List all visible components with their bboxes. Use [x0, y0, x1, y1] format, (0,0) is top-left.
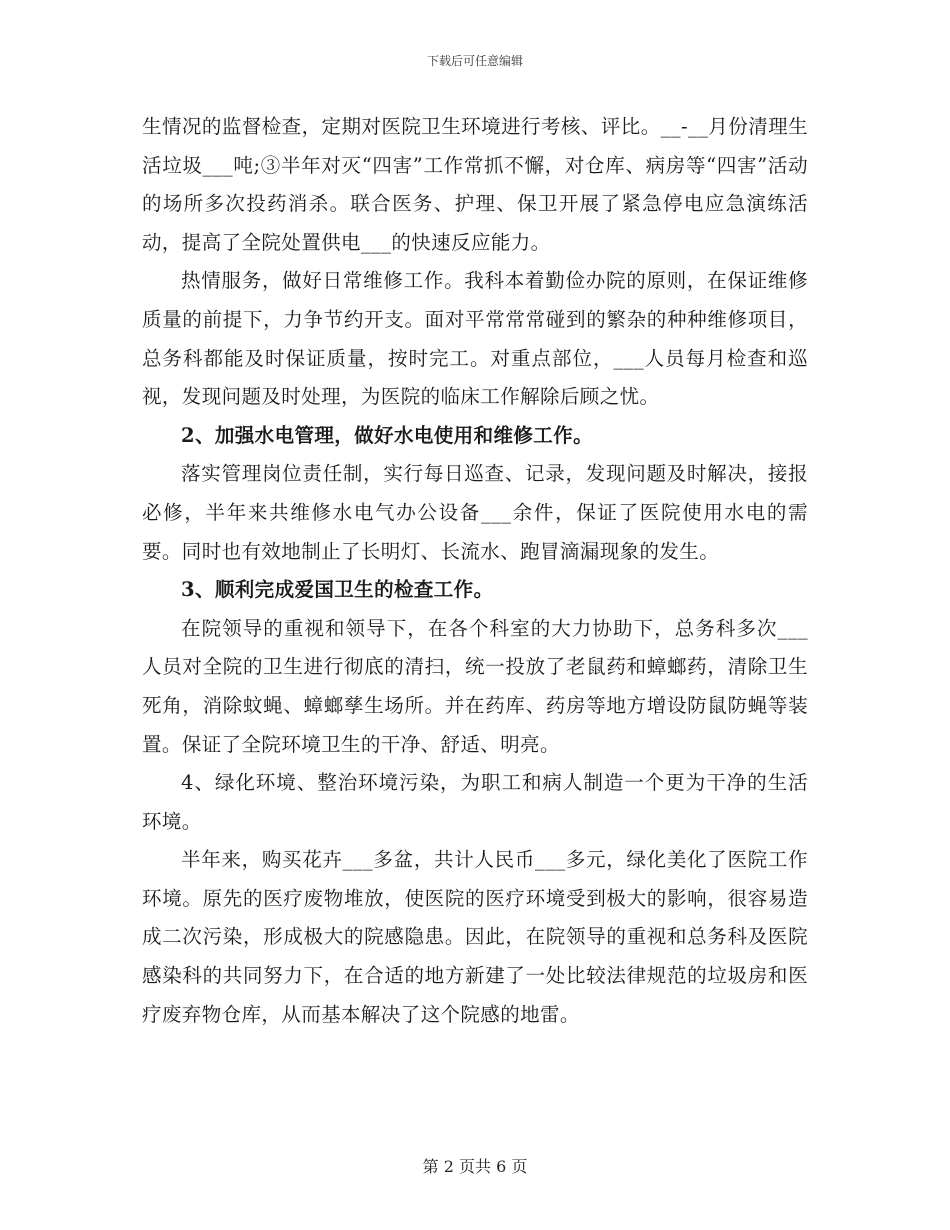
- section-heading-patriotic-hygiene: 3、顺利完成爱国卫生的检查工作。: [181, 578, 494, 602]
- paragraph-water-electricity: 落实管理岗位责任制，实行每日巡查、记录，发现问题及时解决，接报必修，半年来共维修水电气办公设备___余件，保证了医院使用水电的需要。同时也有效地制止了长明灯、长流水、跑冒滴漏现象的发生。: [142, 462, 808, 563]
- section-heading-water-electricity: 2、加强水电管理，做好水电使用和维修工作。: [181, 423, 593, 447]
- document-body: [142, 108, 808, 1034]
- section-heading-greening: 4、绿化环境、整治环境污染，为职工和病人制造一个更为干净的生活环境。: [142, 771, 808, 833]
- paragraph-sanitation-continued: 生情况的监督检查，定期对医院卫生环境进行考核、评比。__-__月份清理生活垃圾___吨;③半年对灭“四害”工作常抓不懈，对仓库、病房等“四害”活动的场所多次投药消杀。联合医务、护理、保卫开展了紧急停电应急演练活动，提高了全院处置供电___的快速反应能力。: [142, 115, 808, 254]
- paragraph-patriotic-hygiene: 在院领导的重视和领导下，在各个科室的大力协助下，总务科多次___人员对全院的卫生进行彻底的清扫，统一投放了老鼠药和蟑螂药，清除卫生死角，消除蚊蝇、蟑螂孳生场所。并在药库、药房等地方增设防鼠防蝇等装置。保证了全院环境卫生的干净、舒适、明亮。: [142, 616, 808, 756]
- paragraph-greening: 半年来，购买花卉___多盆，共计人民币___多元，绿化美化了医院工作环境。原先的医疗废物堆放，使医院的医疗环境受到极大的影响，很容易造成二次污染，形成极大的院感隐患。因此，在院领导的重视和总务科及医院感染科的共同努力下，在合适的地方新建了一处比较法律规范的垃圾房和医疗废弃物仓库，从而基本解决了这个院感的地雷。: [142, 848, 808, 1026]
- paragraph-maintenance-service: 热情服务，做好日常维修工作。我科本着勤俭办院的原则，在保证维修质量的前提下，力争节约开支。面对平常常常碰到的繁杂的种种维修项目，总务科都能及时保证质量，按时完工。对重点部位，___人员每月检查和巡视，发现问题及时处理，为医院的临床工作解除后顾之忧。: [142, 269, 808, 409]
- page-footer: 第 2 页共 6 页: [422, 1157, 528, 1176]
- page-header: 下载后可任意编辑: [426, 54, 523, 68]
